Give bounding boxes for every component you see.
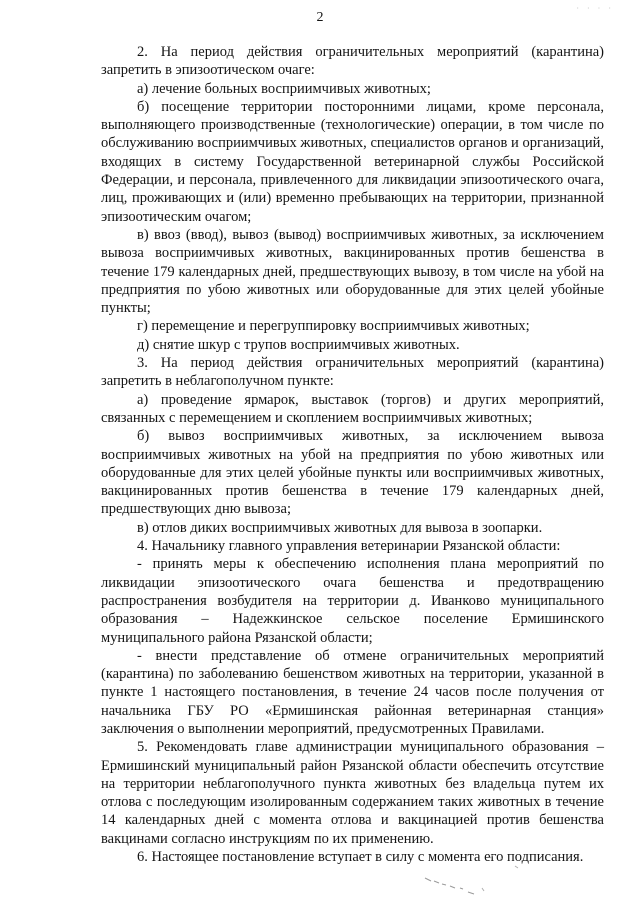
paragraph-4-intro: 4. Начальнику главного управления ветеринарии Рязанской области: (137, 538, 561, 555)
paragraph-2c: в) ввоз (ввод), вывоз (вывод) восприимчивых животных, за исключением вывоза восприимчивых животных, вакцинированных против бешенства в течение 179 календарных дней, предшествующих вывозу, в том числе на убой на предприятия по убою животных или оборудованные для этих целей убойные пункты; (101, 226, 604, 317)
paragraph-2a: а) лечение больных восприимчивых животных; (137, 80, 431, 97)
paragraph-3-intro: 3. На период действия ограничительных мероприятий (карантина) запретить в неблагополучном пункте: (101, 355, 604, 390)
paragraph-2-intro: 2. На период действия ограничительных мероприятий (карантина) запретить в эпизоотическом очаге: (101, 44, 604, 79)
paragraph-2d: г) перемещение и перегруппировку восприимчивых животных; (137, 318, 530, 335)
paragraph-2e: д) снятие шкур с трупов восприимчивых животных. (137, 336, 460, 353)
paragraph-3b: б) вывоз восприимчивых животных, за исключением вывоза восприимчивых животных на убой на предприятия по убою животных или оборудованные для этих целей убойные пункты или восприимчивых животных, вакцинированных против бешенства в течение 179 календарных дней, предшествующих дню вывоза; (101, 428, 604, 518)
paragraph-4-item-1: - принять меры к обеспечению исполнения плана мероприятий по ликвидации эпизоотического очага бешенства и предотвращению распространения возбудителя на территории д. Иванково муниципального образования – Надежкинское сельское поселение Ермишинского муниципального района Рязанской области; (101, 556, 604, 646)
paragraph-2b: б) посещение территории посторонними лицами, кроме персонала, выполняющего производственные (технологические) операции, в том числе по обслуживанию восприимчивых животных, специалистов органов и организаций, входящих в систему Государственной ветеринарной службы Российской Федерации, и персонала, привлеченного для ликвидации эпизоотического очага, лиц, проживающих и (или) временно пребывающих на территории, признанной эпизоотическим очагом; (101, 98, 604, 225)
paragraph-3a: а) проведение ярмарок, выставок (торгов) и других мероприятий, связанных с перемещением и скоплением восприимчивых животных; (101, 391, 604, 426)
page-number: 2 (316, 10, 324, 25)
scan-artifact: · · · · (576, 4, 614, 13)
scan-marks (420, 848, 540, 898)
paragraph-6: 6. Настоящее постановление вступает в силу с момента его подписания. (137, 849, 584, 866)
paragraph-5: 5. Рекомендовать главе администрации муниципального образования – Ермишинский муниципальный район Рязанской области обеспечить отсутствие на территории неблагополучного пункта животных без владельца путем их отлова с последующим изолированным содержанием таких животных в течение 14 календарных дней с момента отлова и вакцинацией против бешенства вакцинами согласно инструкциям по их применению. (101, 739, 604, 847)
paragraph-4-item-2: - внести представление об отмене ограничительных мероприятий (карантина) по заболеванию бешенством животных на территории, указанной в пункте 1 настоящего постановления, в течение 24 часов после получения от начальника ГБУ РО «Ермишинская районная ветеринарная станция» заключения о выполнении мероприятий, предусмотренных Правилами. (101, 647, 604, 737)
paragraph-3c: в) отлов диких восприимчивых животных для вывоза в зоопарки. (137, 519, 543, 536)
document-body (101, 43, 604, 866)
